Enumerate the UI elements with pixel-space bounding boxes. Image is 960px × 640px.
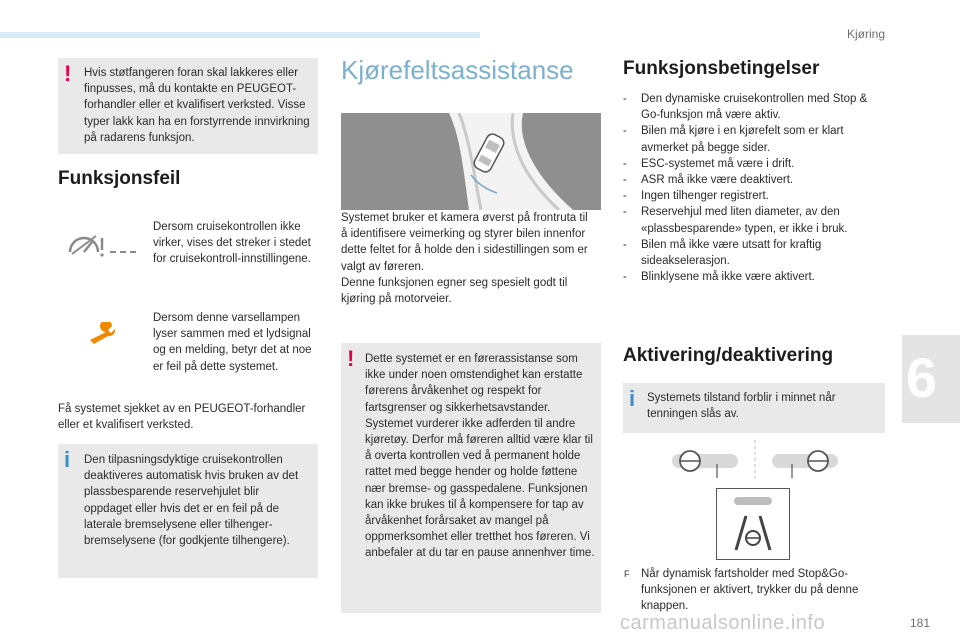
- warning-driver-assistance: [341, 343, 601, 613]
- activation-step: [623, 566, 885, 615]
- info-spare-wheel-text: Den tilpasningsdyktige cruisekontrollen deaktiveres automatisk hvis bruken av det plassbesparende reservehjulet blir oppdaget eller hvis det er en feil på de laterale bremselysene eller tilhenger-bremselysene (for godkjente tilhengere).: [84, 454, 299, 548]
- condition-text: Ingen tilhenger registrert.: [641, 190, 769, 203]
- info-spare-wheel: [58, 444, 318, 578]
- step-marker: F: [624, 569, 630, 579]
- chapter-number: 6: [906, 346, 938, 409]
- wrench-warning-icon: [88, 322, 118, 346]
- warning-driver-assistance-text: Dette systemet er en førerassistanse som ikke under noen omstendighet kan erstatte førerens årvåkenhet og respekt for fartsgrenser og sikkerhetsavstander. Systemet vurderer ikke adferden til andre kjøretøy. Derfor må føreren alltid være klar til å overta kontrollen ved å permanent holde rattet med begge hender og holde føttene nær bremse- og gasspedalene. Funksjonen kan ikke brukes til å kompensere for tap av årvåkenhet forårsaket av mangel på oppmerksomhet eller tretthet hos føreren. Vi anbefaler at du tar en pause annenhver time.: [365, 353, 595, 560]
- lane-assist-illustration: [341, 113, 601, 210]
- chapter-tab: [902, 335, 960, 423]
- header-accent-bar: [0, 32, 480, 38]
- bullet-dash: -: [623, 190, 627, 203]
- condition-item: [623, 156, 885, 172]
- section-heading-faults: Funksjonsfeil: [58, 168, 181, 189]
- condition-text: ESC-systemet må være i drift.: [641, 157, 795, 170]
- watermark: carmanualsonline.info: [620, 612, 826, 634]
- lane-assist-description: Systemet bruker et kamera øverst på frontruta til å identifisere veimerking og styrer bilen innenfor dette feltet for å holde den i sidestillingen som er valgt av føreren. Denne funksjonen egner seg spesielt godt til kjøring på motorveier.: [341, 212, 588, 306]
- warning-bumper-text: Hvis støtfangeren foran skal lakkeres eller finpusses, må du kontakte en PEUGEOT-forhandler eller et kvalifisert verksted. Visse typer lakk kan ha en forstyrrende innvirkning på radarens funksjon.: [84, 67, 310, 144]
- condition-text: Reservehjul med liten diameter, av den «plassbesparende» typen, er ikke i bruk.: [641, 206, 848, 235]
- condition-item: [623, 123, 885, 155]
- activation-step-text: Når dynamisk fartsholder med Stop&Go-funksjonen er aktivert, trykker du på denne knappen.: [641, 568, 859, 613]
- lane-assist-button-icon: [716, 488, 790, 560]
- info-memory-text: Systemets tilstand forblir i minnet når tenningen slås av.: [647, 392, 836, 421]
- bullet-dash: -: [623, 93, 627, 105]
- bullet-dash: -: [623, 157, 627, 170]
- condition-item: [623, 204, 885, 236]
- page-title-lane-assist: Kjørefeltsassistanse: [341, 55, 574, 85]
- warning-bumper-paint: [58, 58, 318, 154]
- page-number: 181: [909, 616, 930, 630]
- chapter-title: Kjøring: [846, 27, 885, 41]
- condition-text: Den dynamiske cruisekontrollen med Stop & Go-funksjon må være aktiv.: [641, 93, 868, 122]
- condition-item: [623, 269, 885, 285]
- warning-icon: !: [64, 61, 72, 86]
- fault-dashes-text: Dersom cruisekontrollen ikke virker, vises det streker i stedet for cruisekontroll-innstillingene.: [153, 221, 311, 266]
- check-system-text: Få systemet sjekket av en PEUGEOT-forhandler eller et kvalifisert verksted.: [58, 403, 306, 432]
- condition-text: ASR må ikke være deaktivert.: [641, 174, 794, 187]
- condition-item: [623, 237, 885, 269]
- bullet-dash: -: [623, 206, 627, 219]
- section-heading-activation: Aktivering/deaktivering: [623, 345, 834, 366]
- info-memory: [623, 383, 885, 433]
- bullet-dash: -: [623, 125, 627, 138]
- condition-item: [623, 91, 885, 123]
- info-icon: i: [64, 447, 71, 472]
- condition-text: Blinklysene må ikke være aktivert.: [641, 271, 815, 284]
- section-heading-conditions: Funksjonsbetingelser: [623, 58, 820, 79]
- cruise-control-fault-icon: [66, 230, 142, 260]
- info-icon: i: [629, 386, 636, 411]
- steering-wheel-activation-illustration: [672, 440, 838, 482]
- condition-item: [623, 188, 885, 204]
- bullet-dash: -: [623, 271, 627, 284]
- conditions-list: [623, 91, 885, 285]
- fault-warning-lamp-text: Dersom denne varsellampen lyser sammen med et lydsignal og en melding, betyr det at noe er feil på dette systemet.: [153, 312, 312, 373]
- condition-text: Bilen må ikke være utsatt for kraftig sideakselerasjon.: [641, 238, 822, 268]
- bullet-dash: -: [623, 238, 627, 251]
- condition-text: Bilen må kjøre i en kjørefelt som er klart avmerket på begge sider.: [641, 125, 844, 154]
- bullet-dash: -: [623, 174, 627, 187]
- warning-icon: !: [347, 346, 355, 371]
- condition-item: [623, 172, 885, 188]
